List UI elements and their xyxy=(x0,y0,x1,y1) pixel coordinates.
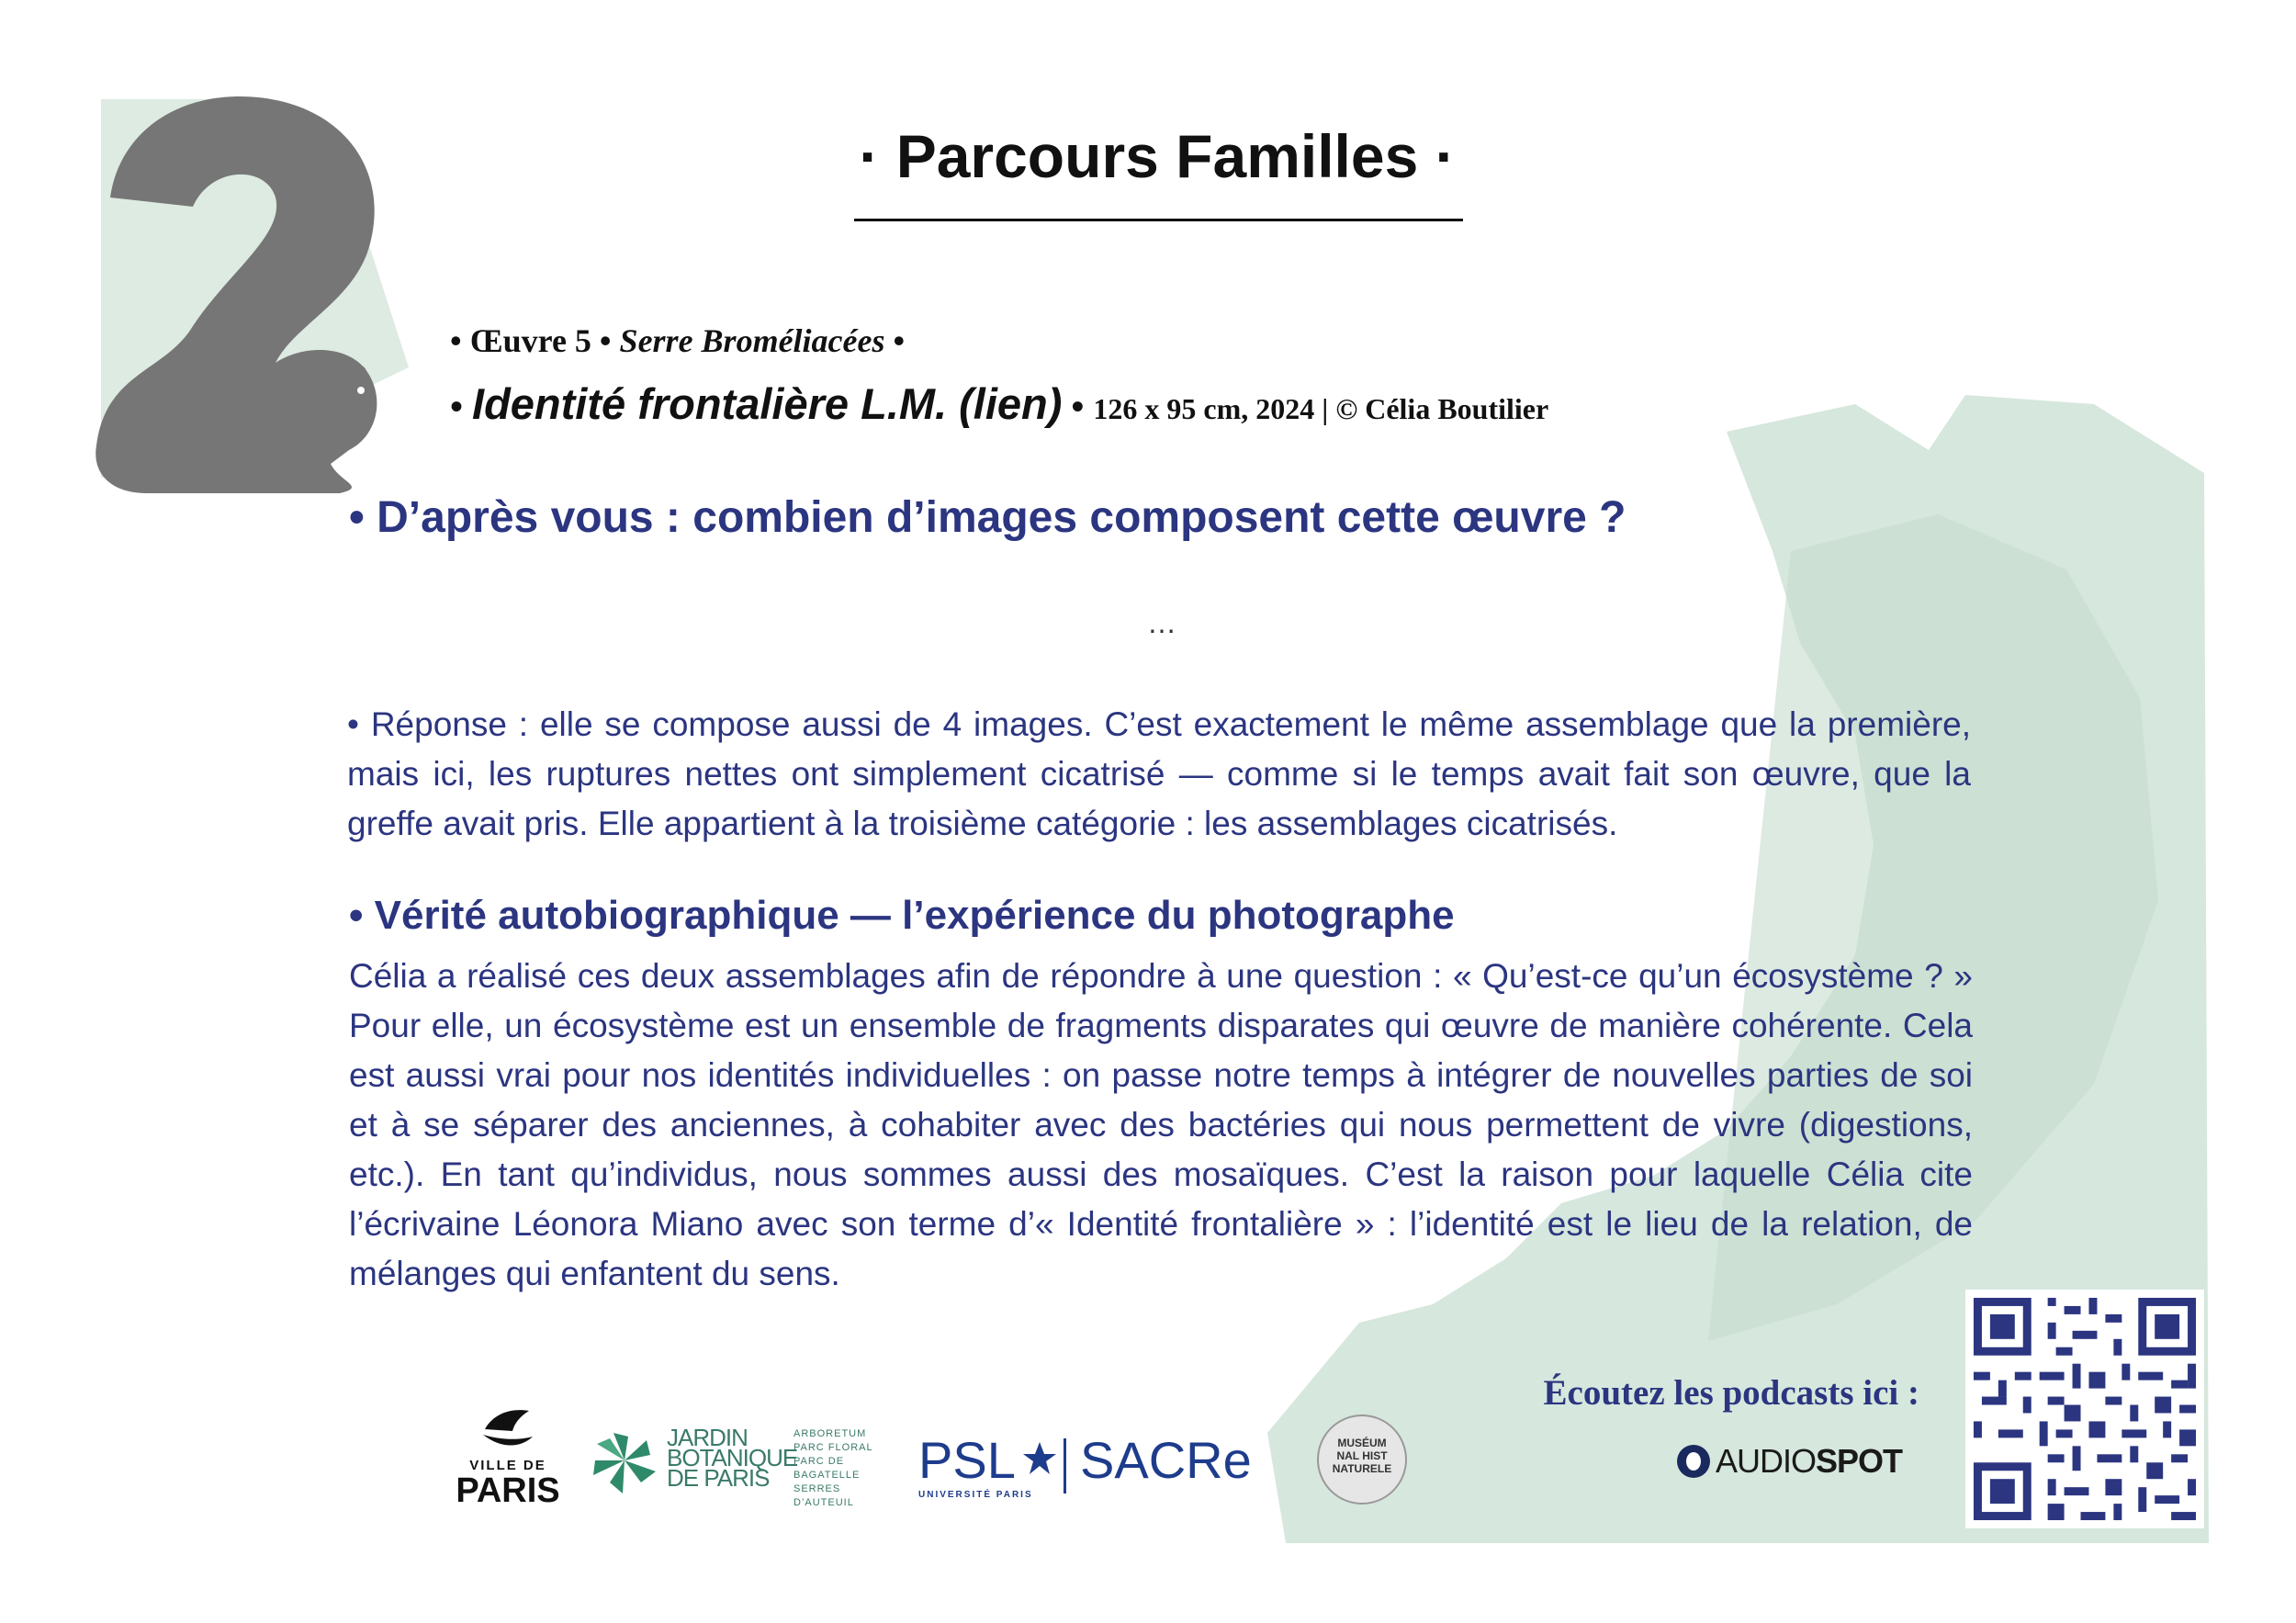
artwork-title-line xyxy=(450,378,1548,429)
museum-line: MUSÉUM xyxy=(1337,1437,1387,1449)
jardin-site: PARC FLORAL xyxy=(793,1442,873,1453)
museum-line: NAL HIST xyxy=(1336,1449,1388,1462)
answer-paragraph: • Réponse : elle se compose aussi de 4 images. C’est exactement le même assemblage que la première, mais ici, les ruptures nettes ont simplement cicatrisé — comme si le temps avait fait son œuvre, que la greffe avait pris. Elle appartient à la troisième catégorie : les assemblages cicatrisés. xyxy=(347,705,1971,842)
jardin-name xyxy=(667,1424,798,1492)
artwork-title-link[interactable]: Identité frontalière L.M. (lien) xyxy=(472,379,1063,428)
section-body: Célia a réalisé ces deux assemblages afin de répondre à une question : « Qu’est-ce qu’un écosystème ? » Pour elle, un écosystème est un ensemble de fragments disparates qui œuvre de manière cohérente. Cela est aussi vrai pour nos identités individuelles : on passe notre temps à intégrer de nouvelles parties de soi et à se séparer des anciennes, à cohabiter avec des bactéries qui nous permettent de vivre (digestions, etc.). En tant qu’individus, nous sommes aussi des mosaïques. C’est la raison pour laquelle Célia cite l’écrivaine Léonora Miano avec son terme d’« Identité frontalière » : l’identité est le lieu de la relation, de mélanges qui enfantent du sens. xyxy=(349,957,1973,1292)
ville-de-paris-logo xyxy=(448,1403,568,1523)
squirrel-icon xyxy=(92,96,422,501)
title-underline xyxy=(854,219,1463,221)
bullet: • xyxy=(450,386,473,427)
jardin-line: BOTANIQUE xyxy=(667,1444,798,1471)
artwork-location-line xyxy=(450,321,905,360)
psl-sacre-logo xyxy=(918,1431,1252,1500)
artwork-location-suffix: • xyxy=(884,322,906,359)
psl-subtitle: UNIVERSITÉ PARIS xyxy=(918,1490,1033,1500)
paris-small-text: VILLE DE xyxy=(469,1458,546,1473)
audiospot-word-light: AUDIO xyxy=(1716,1442,1817,1480)
jardin-site: PARC DE BAGATELLE xyxy=(793,1456,861,1481)
star-icon xyxy=(1021,1440,1058,1477)
flower-icon xyxy=(586,1424,663,1497)
podcast-label: Écoutez les podcasts ici : xyxy=(1543,1373,1919,1413)
jardin-line: JARDIN xyxy=(667,1424,748,1451)
jardin-line: DE PARIS xyxy=(667,1464,770,1492)
museum-line: NATURELE xyxy=(1332,1462,1392,1475)
page-title: · Parcours Familles · xyxy=(859,122,1456,190)
qr-code[interactable] xyxy=(1965,1290,2204,1528)
ellipsis: … xyxy=(1147,606,1176,639)
section-title: • Vérité autobiographique — l’expérience du photographe xyxy=(349,893,1455,938)
museum-logo xyxy=(1317,1414,1407,1505)
artwork-details: 126 x 95 cm, 2024 | © Célia Boutilier xyxy=(1093,392,1549,425)
logo-divider xyxy=(1064,1438,1066,1493)
audiospot-word-bold: SPOT xyxy=(1816,1442,1903,1480)
bullet: • xyxy=(1062,386,1094,427)
artwork-number: • Œuvre 5 • xyxy=(450,322,620,359)
paris-big-text: PARIS xyxy=(456,1471,560,1510)
sacre-text: SACRe xyxy=(1080,1431,1252,1489)
jardin-site: ARBORETUM xyxy=(793,1428,867,1439)
jardin-botanique-logo xyxy=(586,1424,880,1506)
jardin-site: SERRES D’AUTEUIL xyxy=(793,1483,854,1508)
jardin-sites xyxy=(793,1427,880,1510)
psl-text: PSL xyxy=(918,1431,1016,1489)
question-heading: • D’après vous : combien d’images composent cette œuvre ? xyxy=(349,493,1626,542)
audiospot-logo-icon xyxy=(1677,1445,1710,1478)
audiospot-logo[interactable] xyxy=(1677,1444,1902,1479)
artwork-location: Serre Broméliacées xyxy=(619,322,885,359)
paris-ship-icon xyxy=(476,1403,540,1451)
audiospot-wordmark xyxy=(1716,1442,1902,1481)
